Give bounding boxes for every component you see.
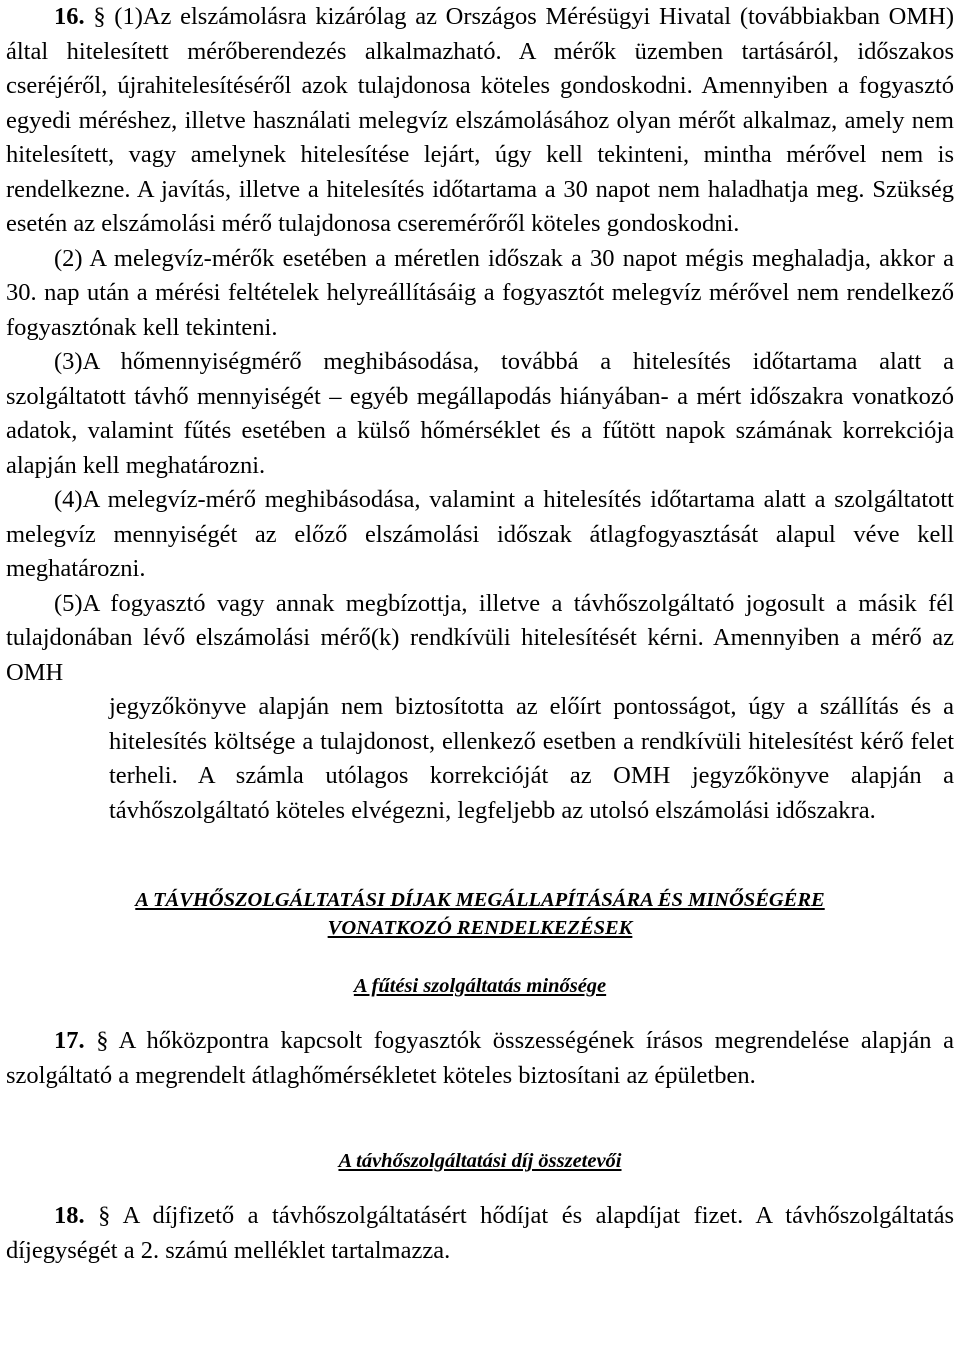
section-18-number: 18.: [54, 1202, 85, 1229]
chapter-heading-line-2: VONATKOZÓ RENDELKEZÉSEK: [327, 917, 633, 939]
chapter-heading-line-1: A TÁVHŐSZOLGÁLTATÁSI DÍJAK MEGÁLLAPÍTÁSÁRA ÉS MINŐSÉGÉRE: [135, 889, 825, 911]
section-sign-icon: §: [96, 1027, 109, 1054]
section-16-paragraph-2: (2) A melegvíz-mérők esetében a méretlen időszak a 30 napot mégis meghaladja, akkor a 30. nap után a mérési feltételek helyreállításáig a fogyasztót melegvíz mérővel nem rendelkező fogyasztónak kell tekinteni.: [6, 244, 954, 341]
subheading-heating-quality: A fűtési szolgáltatás minősége: [353, 975, 607, 997]
section-16-text-1: (1)Az elszámolásra kizárólag az Országos Mérésügyi Hivatal (továbbiakban OMH) által hitelesített mérőberendezés alkalmazható. A mérők üzemben tartásáról, időszakos cseréjéről, újrahitelesítéséről azok tulajdonosa köteles gondoskodni. Amennyiben a fogyasztó egyedi méréshez, illetve használati melegvíz elszámolásához olyan mérőt alkalmaz, amely nem hitelesített, vagy amelynek hitelesítése lejárt, úgy kell tekinteni, mintha mérővel nem is rendelkezne. A javítás, illetve a hitelesítés időtartama a 30 napot nem haladhatja meg. Szükség esetén az elszámolási mérő tulajdonosa cseremérőről köteles gondoskodni.: [6, 3, 954, 237]
section-18-paragraph: [6, 1199, 954, 1268]
section-16-paragraph-1: [6, 0, 954, 242]
section-17-text: A hőközpontra kapcsolt fogyasztók összességének írásos megrendelése alapján a szolgáltató a megrendelt átlaghőmérsékletet köteles biztosítani az épületben.: [6, 1027, 954, 1089]
subheading-fee-components: A távhőszolgáltatási díj összetevői: [338, 1150, 622, 1172]
section-16-paragraph-4: (4)A melegvíz-mérő meghibásodása, valamint a hitelesítés időtartama alatt a szolgáltatott melegvíz mennyiségét az előző elszámolási időszak átlagfogyasztását alapul véve kell meghatározni.: [6, 486, 954, 582]
section-sign-icon: §: [98, 1202, 111, 1229]
document-page: [6, 0, 954, 1268]
section-17-paragraph: [6, 1024, 954, 1093]
section-18-text: A díjfizető a távhőszolgáltatásért hődíjat és alapdíjat fizet. A távhőszolgáltatás díjegységét a 2. számú melléklet tartalmazza.: [6, 1202, 954, 1264]
section-sign-icon: §: [93, 3, 106, 30]
section-17-number: 17.: [54, 1027, 85, 1054]
section-16-number: 16.: [54, 3, 85, 30]
section-16-paragraph-3: (3)A hőmennyiségmérő meghibásodása, továbbá a hitelesítés időtartama alatt a szolgáltatott távhő mennyiségét – egyéb megállapodás hiányában- a mért időszakra vonatkozó adatok, valamint fűtés esetében a külső hőmérséklet és a fűtött napok számának korrekciója alapján kell meghatározni.: [6, 348, 954, 479]
section-16-paragraph-5b: jegyzőkönyve alapján nem biztosította az előírt pontosságot, úgy a szállítás és a hitelesítés költsége a tulajdonost, ellenkező esetben a rendkívüli hitelesítést kérő felet terheli. A számla utólagos korrekcióját az OMH jegyzőkönyve alapján a távhőszolgáltató köteles elvégezni, legfeljebb az utolsó elszámolási időszakra.: [109, 693, 954, 824]
section-16-paragraph-5a: (5)A fogyasztó vagy annak megbízottja, illetve a távhőszolgáltató jogosult a másik fél tulajdonában lévő elszámolási mérő(k) rendkívüli hitelesítését kérni. Amennyiben a mérő az OMH: [6, 589, 954, 686]
